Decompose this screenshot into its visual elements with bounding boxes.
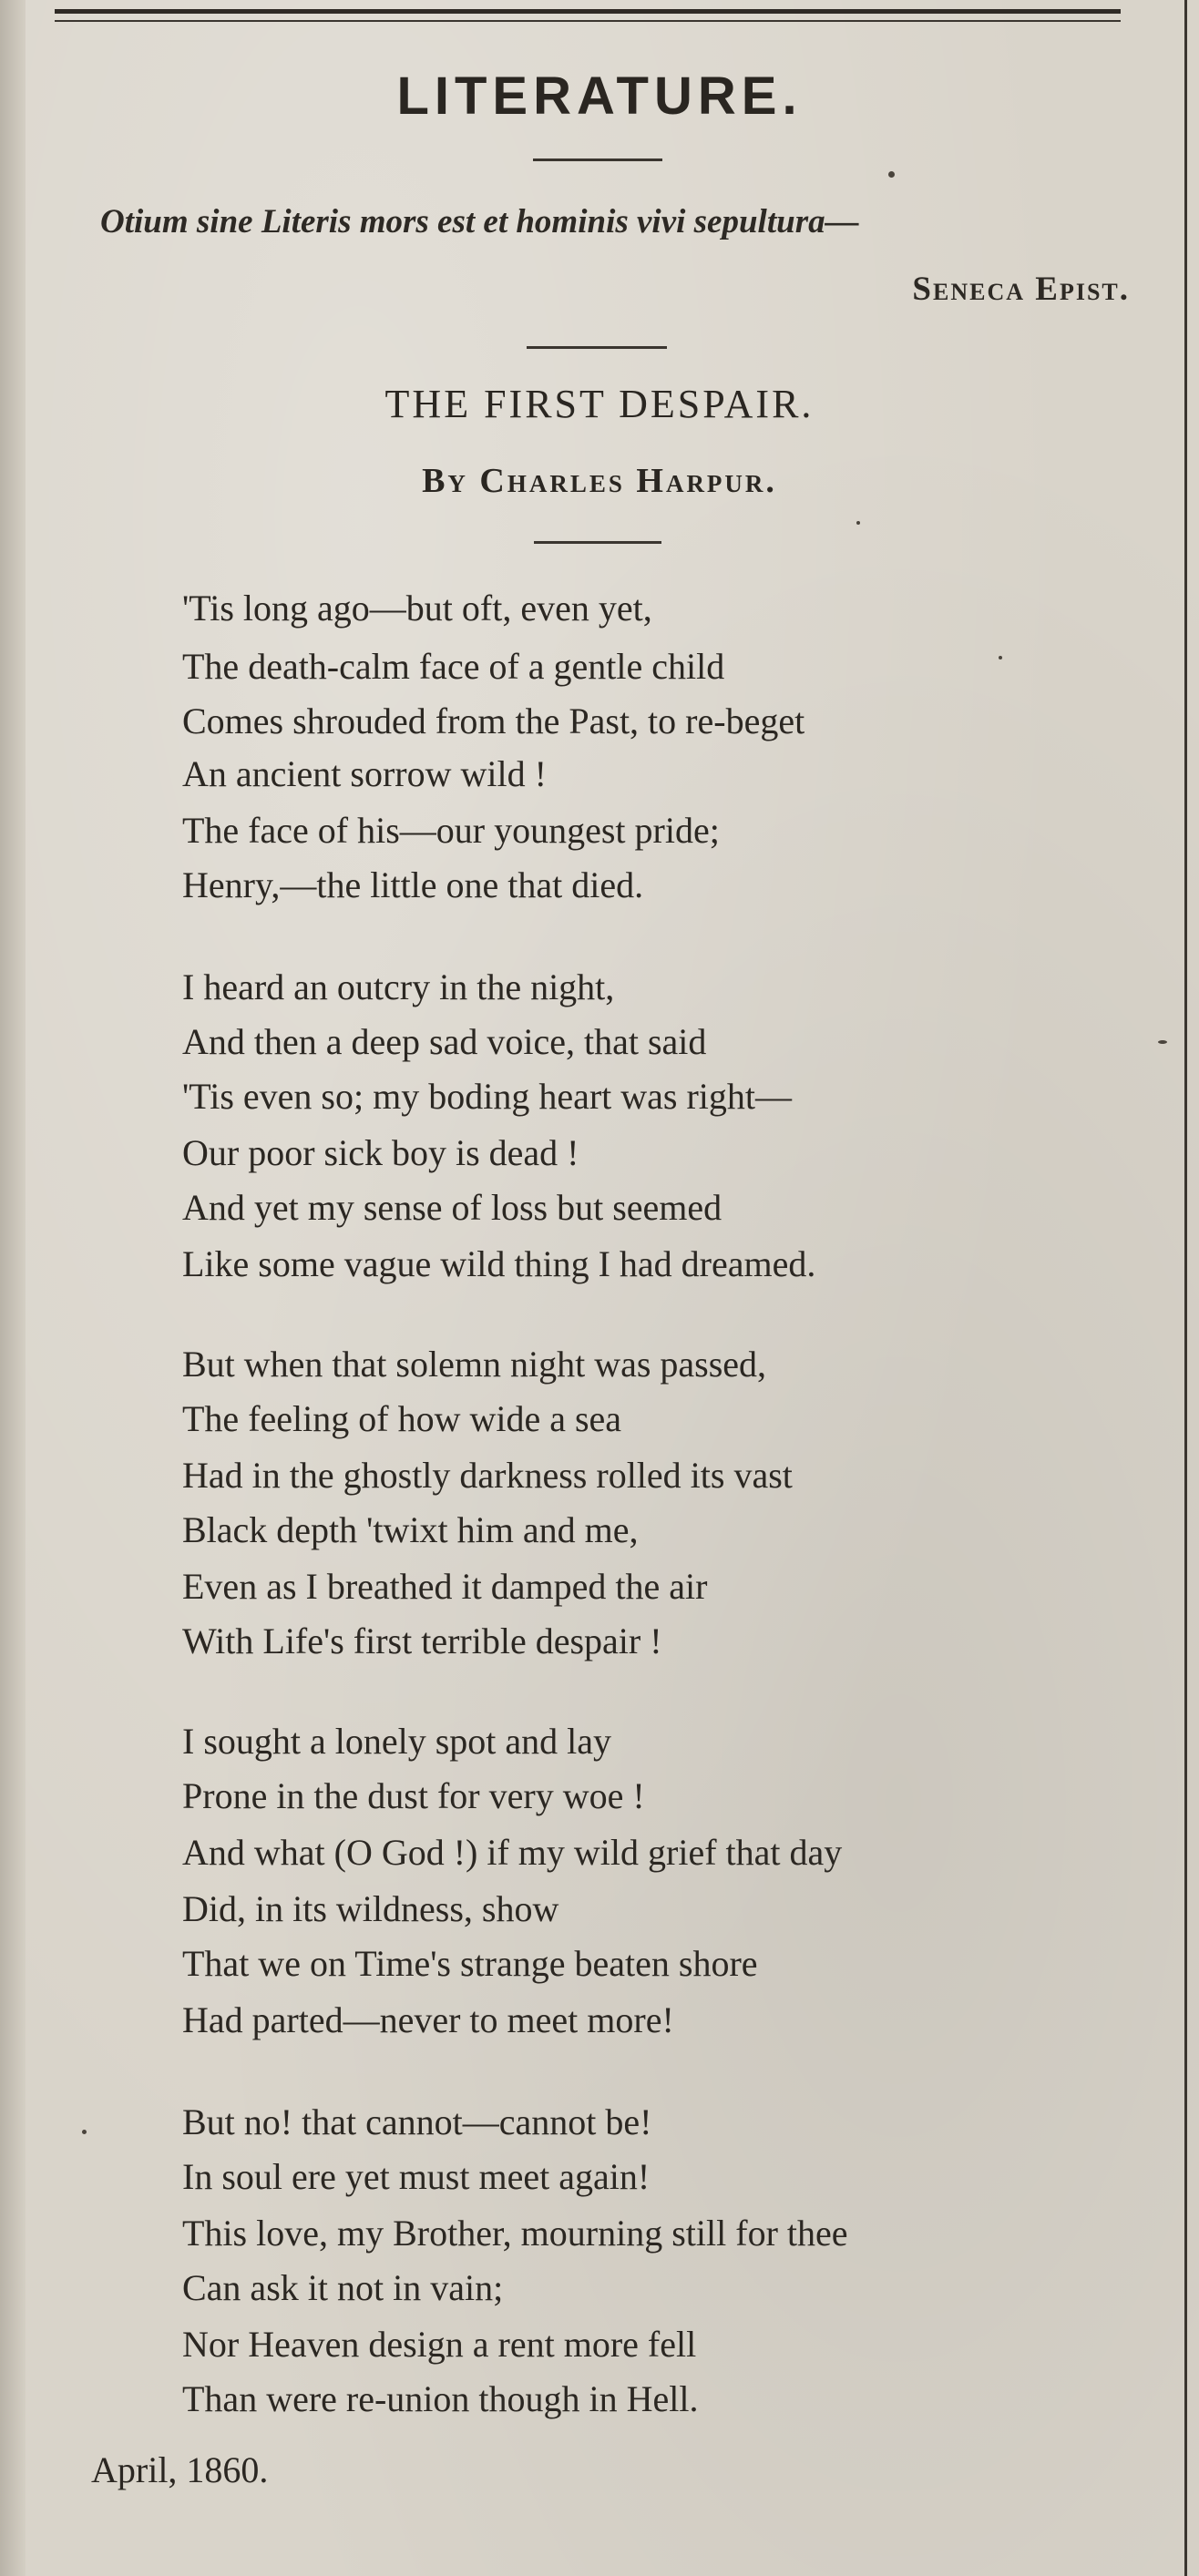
section-heading: LITERATURE. xyxy=(396,66,803,126)
poem-line: 'Tis long ago—but oft, even yet, xyxy=(182,588,652,629)
poem-line: But when that solemn night was passed, xyxy=(182,1344,767,1385)
top-rule-thick xyxy=(55,9,1121,14)
poem-line: The death-calm face of a gentle child xyxy=(182,646,725,687)
poem-line: Henry,—the little one that died. xyxy=(182,864,644,905)
poem-line: Like some vague wild thing I had dreamed. xyxy=(182,1243,816,1284)
poem-line: The face of his—our youngest pride; xyxy=(182,810,720,851)
ink-speck xyxy=(1158,1040,1167,1044)
poem-line: I sought a lonely spot and lay xyxy=(182,1721,612,1762)
poem-line: Even as I breathed it damped the air xyxy=(182,1566,708,1607)
poem-line: Can ask it not in vain; xyxy=(182,2267,504,2308)
poem-line: Had in the ghostly darkness rolled its vast xyxy=(182,1455,793,1496)
poem-line: Prone in the dust for very woe ! xyxy=(182,1775,645,1816)
poem-line: But no! that cannot—cannot be! xyxy=(182,2101,652,2142)
ink-speck xyxy=(82,2130,87,2134)
poem-line: Black depth 'twixt him and me, xyxy=(182,1509,639,1550)
poem-line: This love, my Brother, mourning still for thee xyxy=(182,2213,848,2254)
ink-speck xyxy=(856,521,860,525)
poem-line: 'Tis even so; my boding heart was right— xyxy=(182,1076,793,1117)
poem-line: In soul ere yet must meet again! xyxy=(182,2156,651,2197)
poem-line: An ancient sorrow wild ! xyxy=(182,753,547,794)
poem-line: With Life's first terrible despair ! xyxy=(182,1620,662,1661)
poem-author: By Charles Harpur. xyxy=(422,462,777,500)
poem-line: I heard an outcry in the night, xyxy=(182,966,615,1007)
poem-line: Did, in its wildness, show xyxy=(182,1888,559,1929)
ink-speck xyxy=(999,656,1002,659)
ink-speck xyxy=(888,171,895,178)
epigraph-quote: Otium sine Literis mors est et hominis vivi sepultura— xyxy=(100,203,859,240)
poem-title: THE FIRST DESPAIR. xyxy=(384,382,815,426)
poem-line: And what (O God !) if my wild grief that day xyxy=(182,1832,843,1873)
poem-line: Our poor sick boy is dead ! xyxy=(182,1132,579,1173)
poem-line: And then a deep sad voice, that said xyxy=(182,1021,707,1062)
poem-dateline: April, 1860. xyxy=(91,2449,269,2490)
poem-line: And yet my sense of loss but seemed xyxy=(182,1187,722,1228)
poem-line: Comes shrouded from the Past, to re-beget xyxy=(182,700,805,741)
divider-rule xyxy=(534,541,661,544)
top-rule-thin xyxy=(55,20,1121,22)
divider-rule xyxy=(527,346,667,349)
poem-line: Than were re-union though in Hell. xyxy=(182,2378,699,2419)
divider-rule xyxy=(533,158,662,161)
poem-line: The feeling of how wide a sea xyxy=(182,1398,622,1439)
poem-line: Nor Heaven design a rent more fell xyxy=(182,2324,697,2365)
poem-line: Had parted—never to meet more! xyxy=(182,1999,674,2040)
epigraph-source: Seneca Epist. xyxy=(912,271,1130,308)
poem-line: That we on Time's strange beaten shore xyxy=(182,1943,758,1984)
